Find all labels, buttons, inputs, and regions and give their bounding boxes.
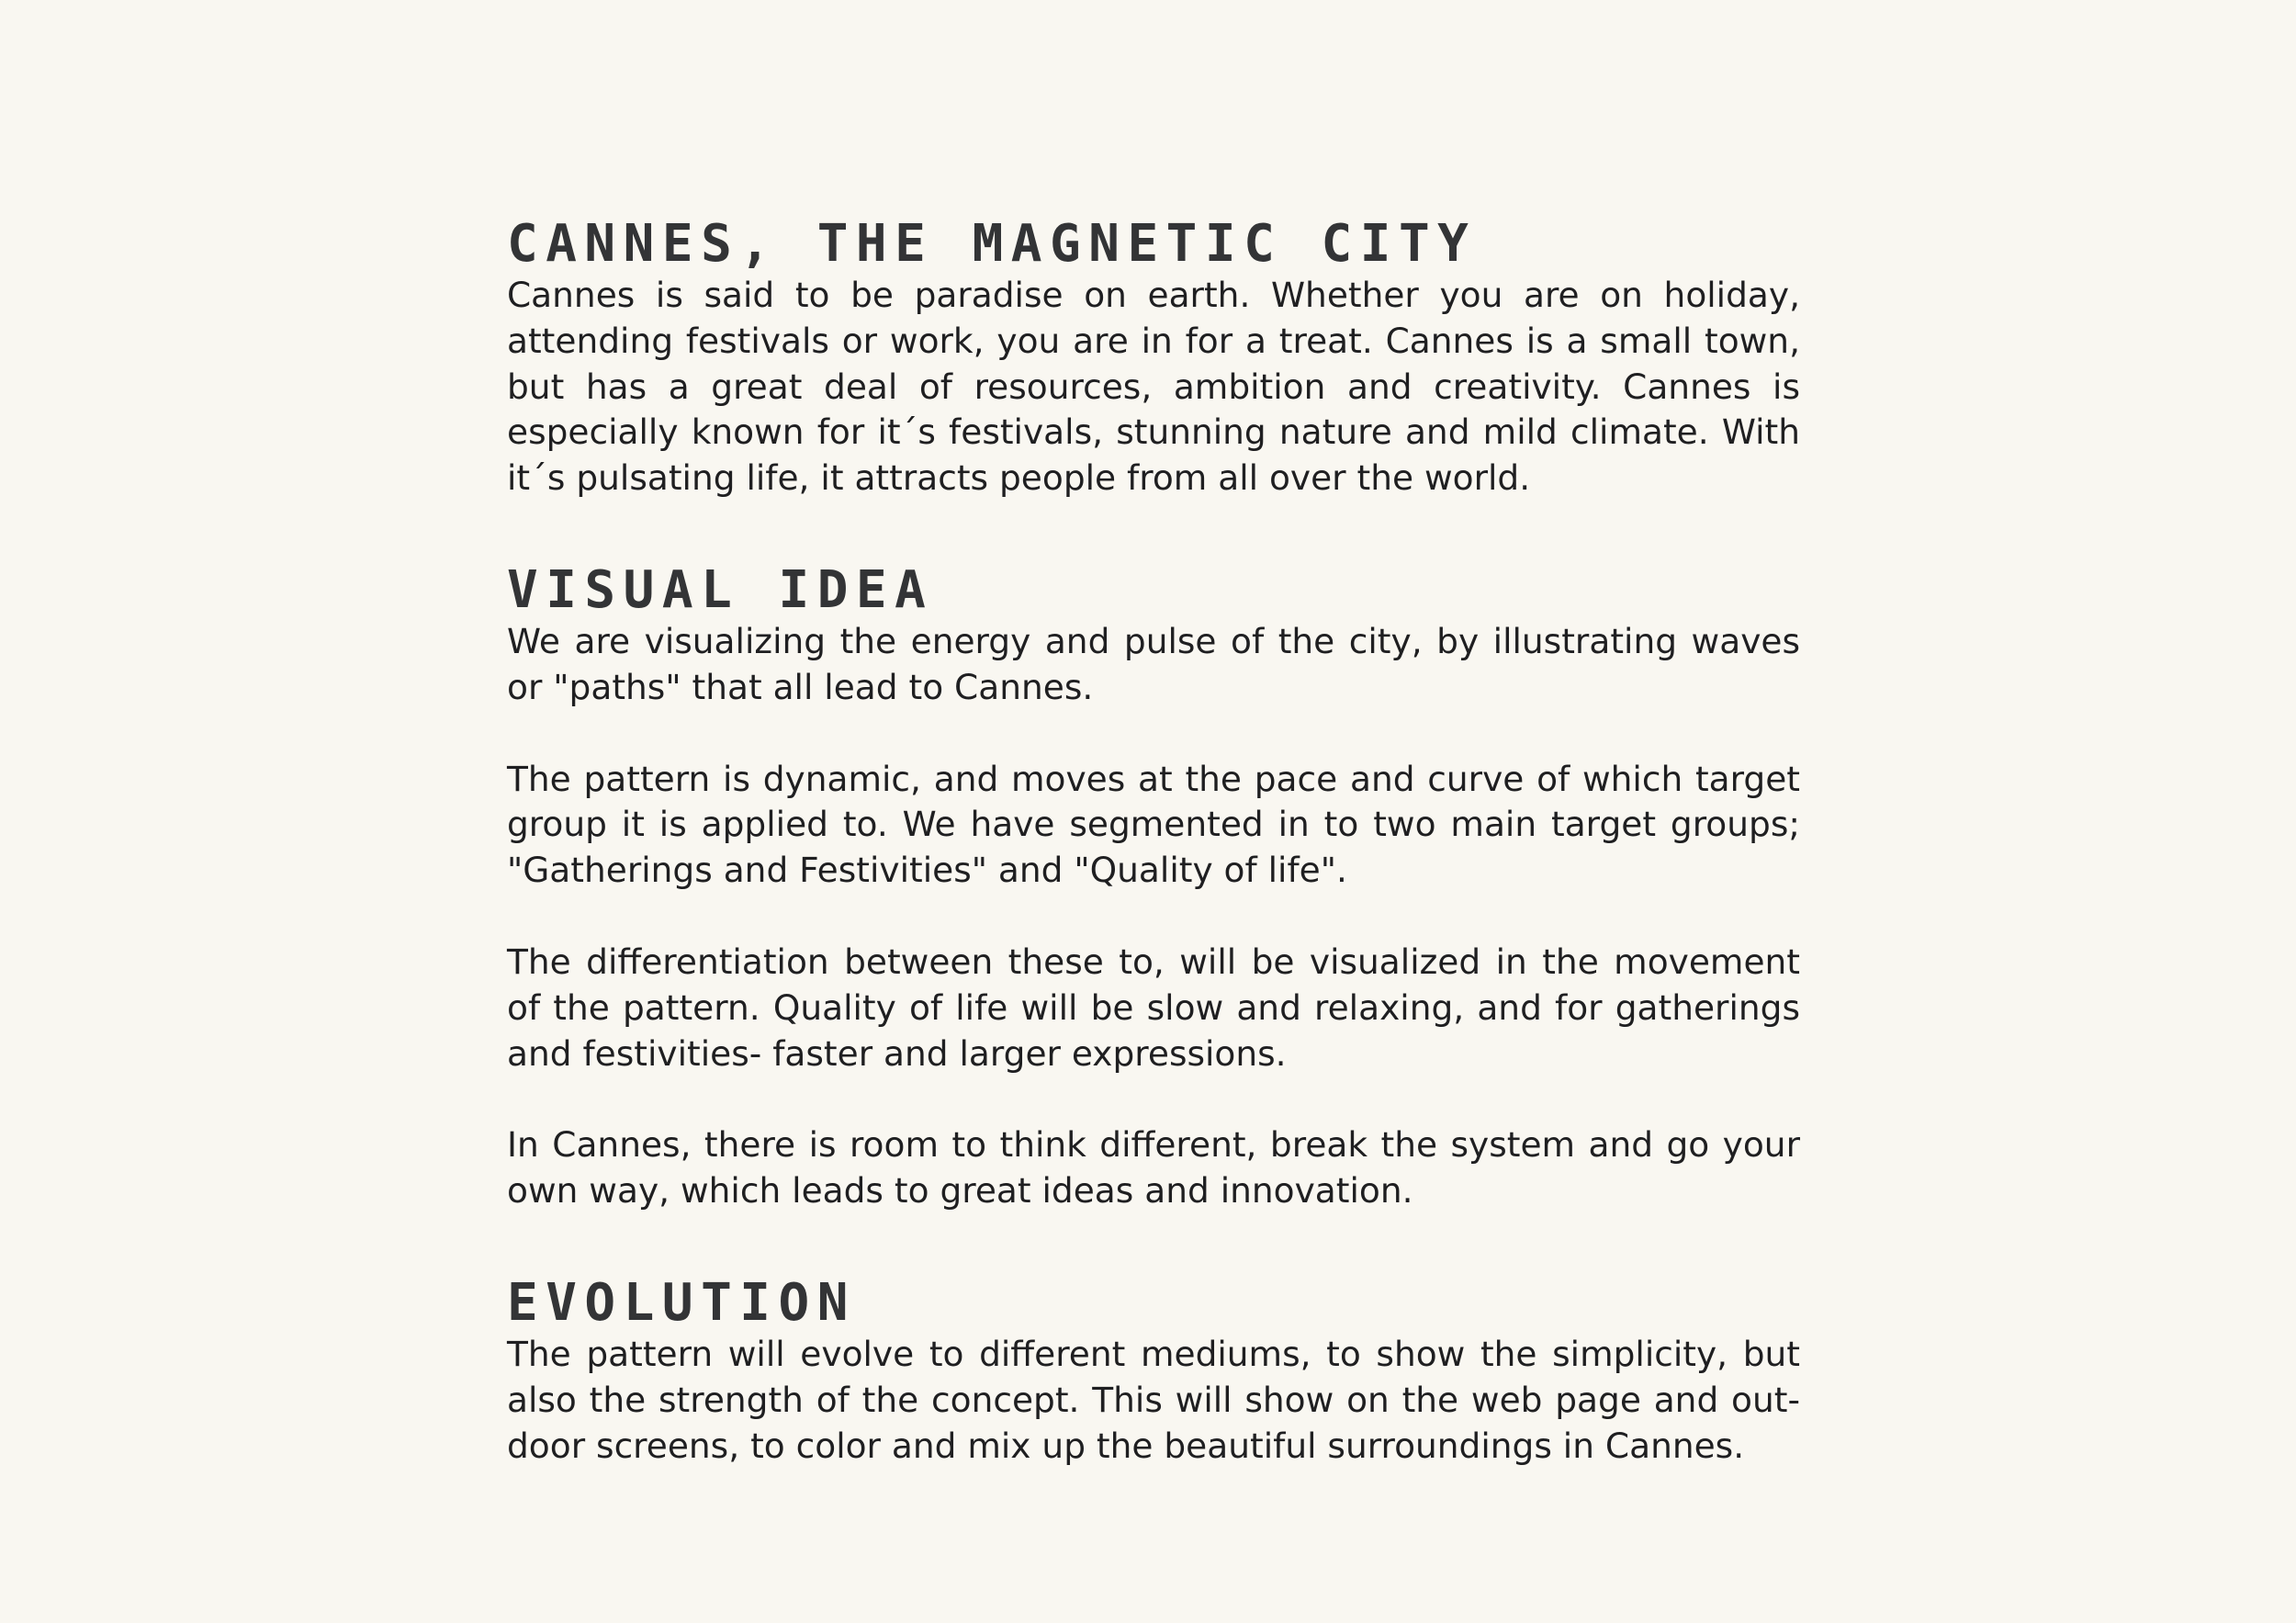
- section-heading-cannes: CANNES, THE MAGNETIC CITY: [507, 214, 1477, 274]
- section-paragraph-visual-idea-1: We are visualizing the energy and pulse of the city, by illustrating waves or "paths" that all lead to Cannes.: [507, 620, 1800, 707]
- section-paragraph-visual-idea-4: In Cannes, there is room to think different, break the system and go your own way, which leads to great ideas and innovation.: [507, 1124, 1800, 1212]
- section-heading-visual-idea: VISUAL IDEA: [507, 559, 934, 620]
- section-paragraph-visual-idea-2: The pattern is dynamic, and moves at the pace and curve of which target group it is applied to. We have segmented in to two main target groups; "Gatherings and Festivities" and "Quality of life".: [507, 758, 1800, 891]
- section-heading-evolution: EVOLUTION: [507, 1272, 856, 1333]
- section-paragraph-cannes-intro: Cannes is said to be paradise on earth. Whether you are on holiday, attending festivals or work, you are in for a treat. Cannes is a small town, but has a great deal of resources, ambition and creativity. Cannes is especially known for it´s festivals, stunning nature and mild climate. With it´s pulsating life, it attracts people from all over the world.: [507, 275, 1800, 499]
- document-content: [507, 211, 1800, 1469]
- section-paragraph-visual-idea-3: The differentiation between these to, will be visualized in the movement of the pattern. Quality of life will be slow and relaxing, and for gatherings and festivities- faster and larger expressions.: [507, 941, 1800, 1074]
- section-paragraph-evolution: The pattern will evolve to different mediums, to show the simplicity, but also the strength of the concept. This will show on the web page and out-door screens, to color and mix up the beautiful surroundings in Cannes.: [507, 1333, 1800, 1466]
